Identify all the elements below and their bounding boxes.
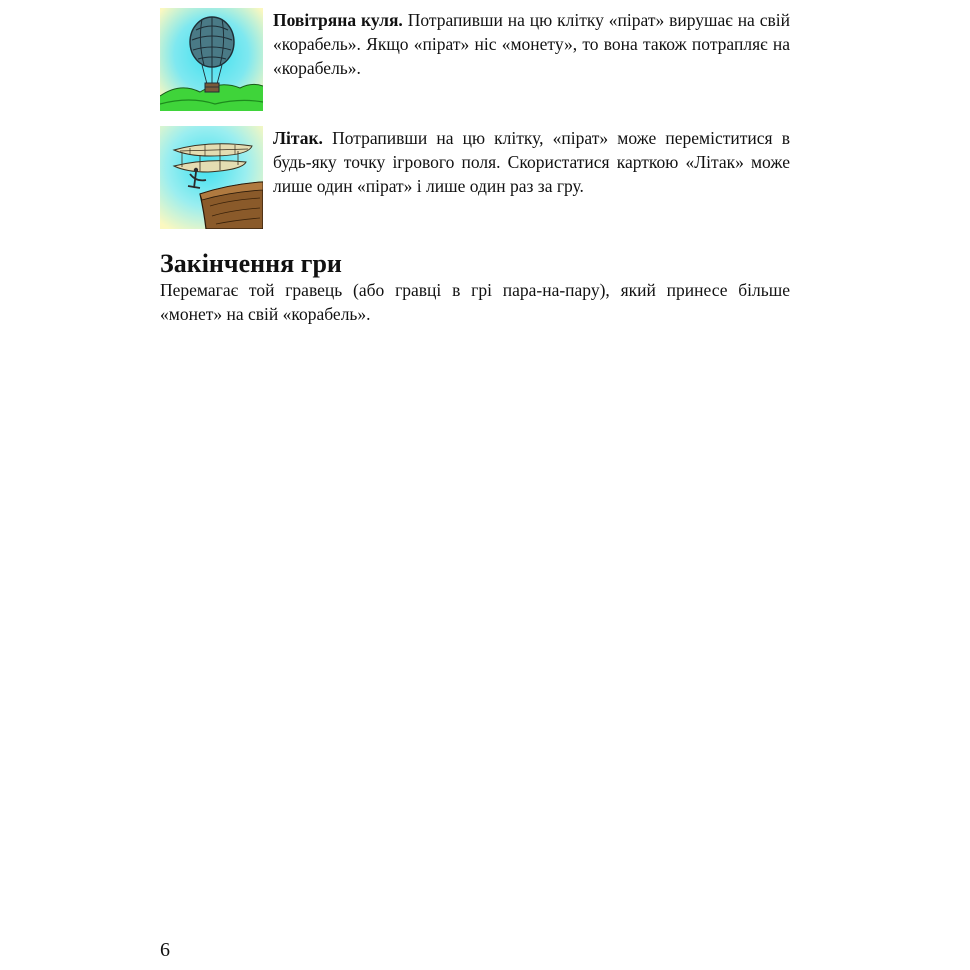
card-description-plane (273, 126, 790, 198)
card-description-text: Потрапивши на цю клітку, «пірат» може переміститися в будь-яку точку ігрового поля. Скористатися карткою «Літак» може лише один «пірат» і лише один раз за гру. (273, 128, 791, 196)
hot-air-balloon-icon (160, 8, 263, 111)
card-description-balloon (273, 8, 790, 80)
glider-plane-icon (160, 126, 263, 229)
card-term: Повітряна куля. (273, 10, 403, 30)
section-body: Перемагає той гравець (або гравці в грі пара-на-пару), який принесе більше «монет» на свій «корабель». (160, 280, 790, 324)
card-term: Літак. (273, 128, 323, 148)
section-title: Закінчення гри (160, 249, 342, 278)
page-number: 6 (160, 939, 170, 961)
card-description-text: Потрапивши на цю клітку «пірат» вирушає на свій «корабель». Якщо «пірат» ніс «монету», то вона також потрапляє на «корабель». (273, 10, 790, 78)
